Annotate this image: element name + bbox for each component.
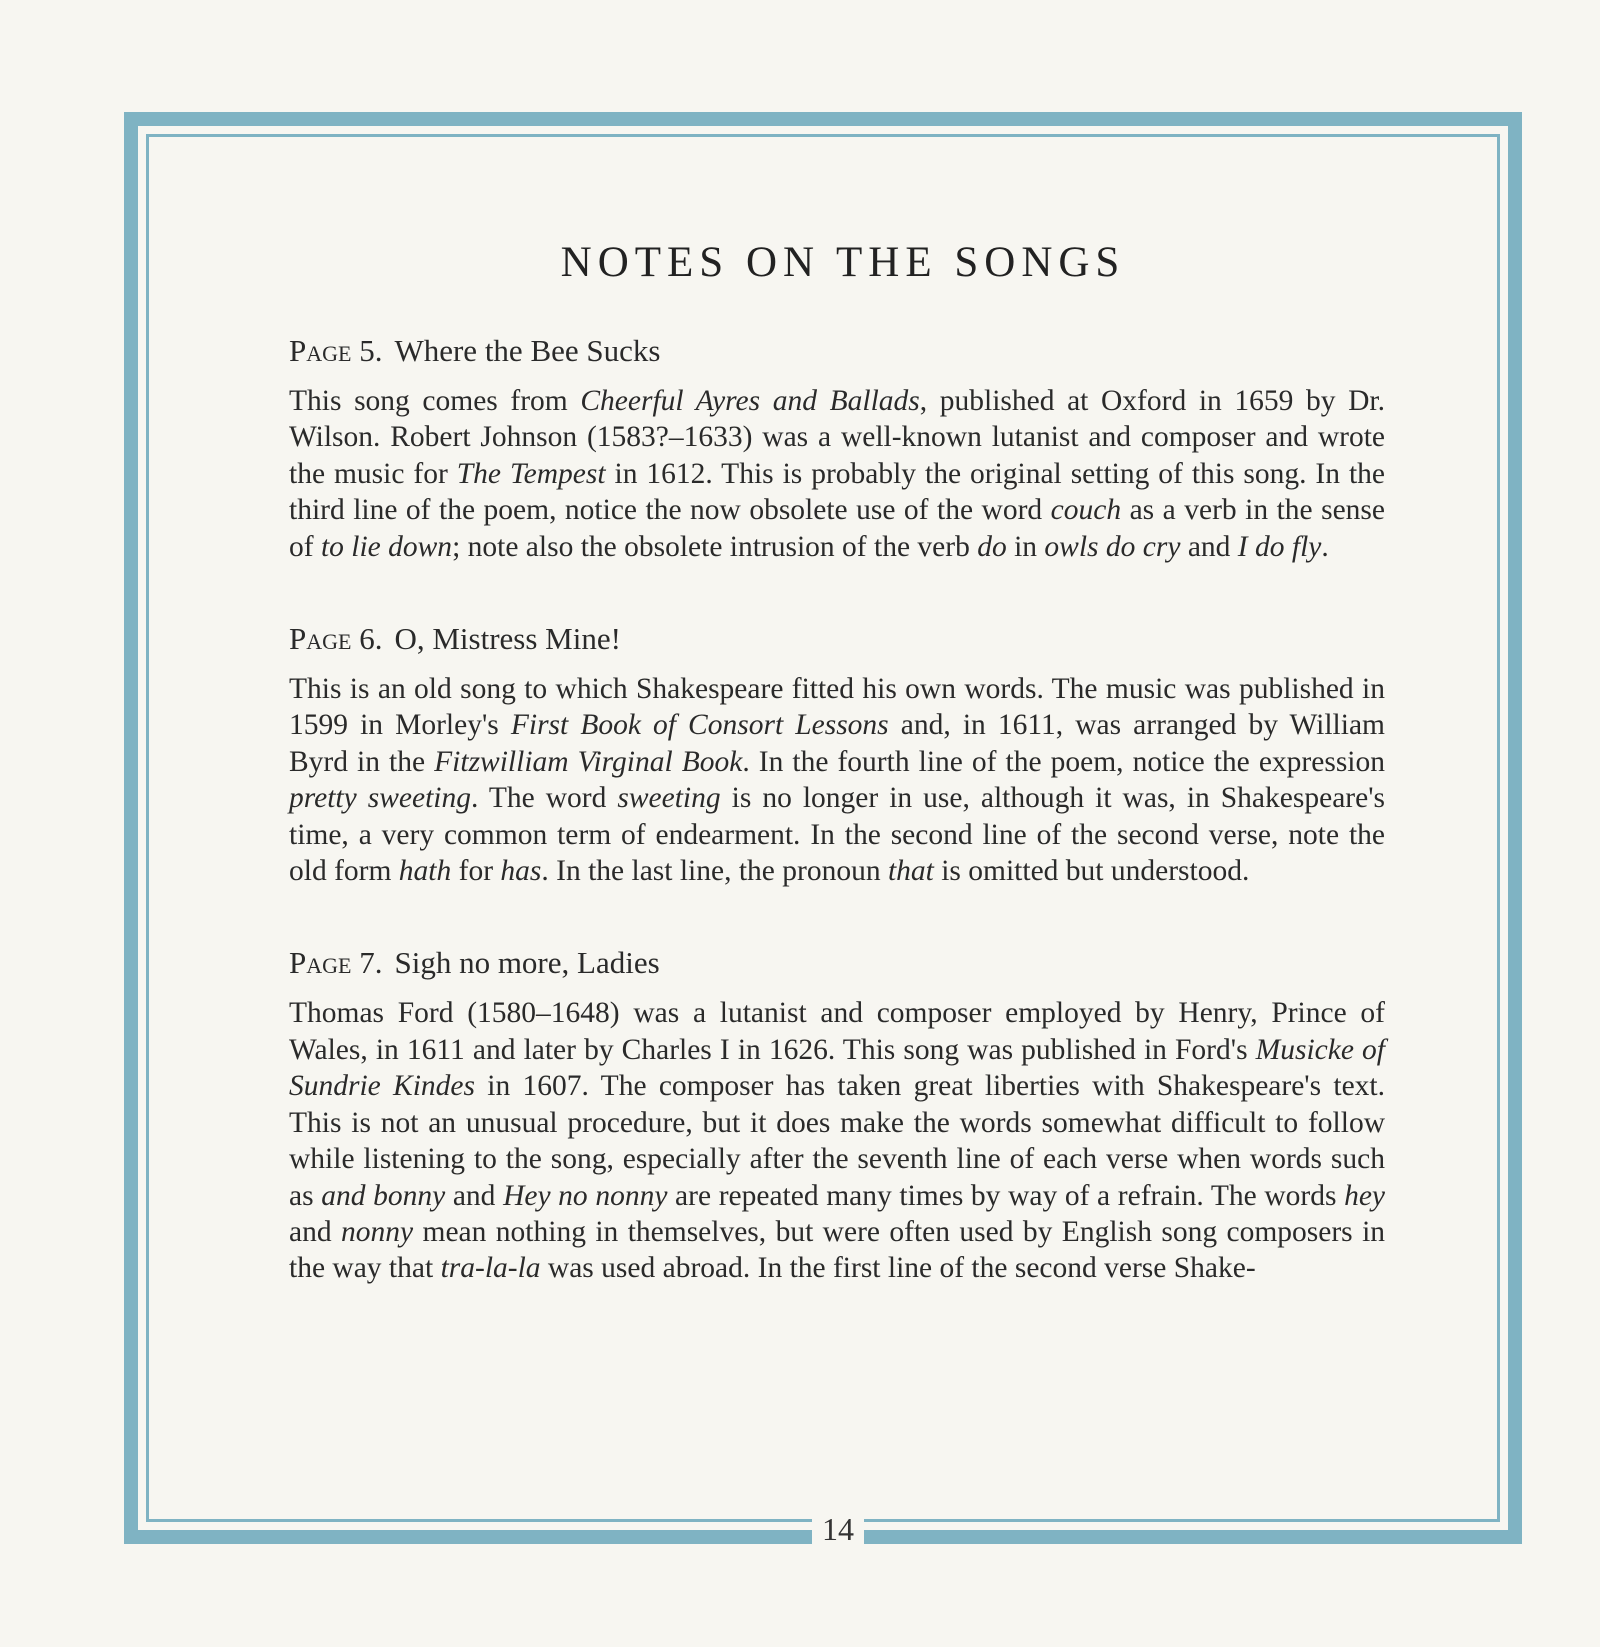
song-title: Where the Bee Sucks (394, 333, 661, 368)
text-run: mean nothing in themselves, but were often used by English song composers in the way that (289, 1215, 1386, 1285)
song-note-section (289, 621, 1385, 889)
italic-text: owls do cry (1044, 530, 1181, 563)
song-note-heading (289, 333, 1385, 369)
text-run: as a verb in the sense of (289, 494, 1386, 563)
page-reference: Page 6. (289, 621, 383, 657)
text-run: and (445, 1179, 504, 1212)
italic-text: I do fly (1237, 530, 1322, 563)
text-run: , published at Oxford in 1659 by Dr. Wilson. Robert Johnson (1583?–1633) was a well-known lutanist and composer and wrote the music for (289, 385, 1385, 490)
italic-text: hath (398, 855, 452, 888)
song-title: O, Mistress Mine! (394, 621, 621, 657)
italic-text: do (977, 530, 1007, 563)
italic-text: that (887, 855, 934, 888)
song-note-body (289, 995, 1385, 1286)
italic-text: pretty sweeting (289, 782, 471, 815)
song-note-heading (289, 621, 1385, 657)
italic-text: Cheerful Ayres and Ballads (580, 385, 920, 417)
italic-text: has (500, 855, 542, 888)
song-note-body (289, 383, 1385, 565)
italic-text: couch (1050, 494, 1122, 527)
text-run: for (451, 855, 501, 888)
text-run: and (289, 1215, 342, 1248)
text-run: This is an old song to which Shakespeare fitted his own words. The music was published in 1599 in Morley's (289, 673, 1385, 742)
text-run: Thomas Ford (1580–1648) was a lutanist and composer employed by Henry, Prince of Wales, in 1611 and later by Charles I in 1626. This song was published in Ford's (289, 997, 1385, 1066)
text-run: is no longer in use, although it was, in Shakespeare's time, a very common term of endearment. In the second line of the second verse, note the old form (289, 782, 1385, 888)
text-run: and (1180, 530, 1238, 563)
text-run: is omitted but understood. (933, 855, 1250, 888)
text-run: . (1321, 530, 1329, 563)
song-title: Sigh no more, Ladies (394, 945, 660, 981)
italic-text: sweeting (617, 782, 721, 815)
italic-text: tra-la-la (440, 1252, 541, 1285)
content (289, 238, 1385, 1343)
page-reference: Page 5. (289, 333, 383, 368)
text-run: . The word (470, 782, 618, 815)
page-title: NOTES ON THE SONGS (560, 239, 1126, 286)
text-run: . In the last line, the pronoun (541, 855, 888, 888)
song-note-section (289, 333, 1385, 565)
text-run: in 1607. The composer has taken great liberties with Shakespeare's text. This is not an unusual procedure, but it does make the words somewhat difficult to follow while listening to the song, especially after the seventh line of each verse when words such as (289, 1070, 1386, 1212)
text-run: and, in 1611, was arranged by William Byrd in the (289, 709, 1385, 778)
text-run: are repeated many times by way of a refrain. The words (667, 1179, 1345, 1212)
text-run: in (1006, 530, 1045, 563)
italic-text: Musicke of Sundrie Kindes (289, 1033, 1385, 1103)
song-note-body (289, 671, 1385, 889)
italic-text: to lie down (320, 530, 453, 563)
text-run: This song comes from (289, 385, 581, 417)
text-run: in 1612. This is probably the original setting of this song. In the third line of the poem, notice the now obsolete use of the word (289, 457, 1385, 527)
italic-text: Hey no nonny (503, 1179, 668, 1212)
text-run: ; note also the obsolete intrusion of the verb (452, 530, 978, 563)
text-run: . In the fourth line of the poem, notice the expression (742, 745, 1385, 778)
text-run: was used abroad. In the first line of the second verse Shake- (540, 1252, 1256, 1285)
italic-text: nonny (341, 1215, 414, 1248)
italic-text: The Tempest (456, 457, 606, 490)
song-note-section (289, 945, 1385, 1286)
italic-text: and bonny (321, 1179, 446, 1212)
song-note-heading (289, 945, 1385, 981)
italic-text: Fitzwilliam Virginal Book (434, 745, 743, 778)
page-reference: Page 7. (289, 945, 383, 981)
italic-text: First Book of Consort Lessons (510, 709, 889, 742)
page-number: 14 (822, 1511, 854, 1547)
italic-text: hey (1344, 1179, 1386, 1212)
